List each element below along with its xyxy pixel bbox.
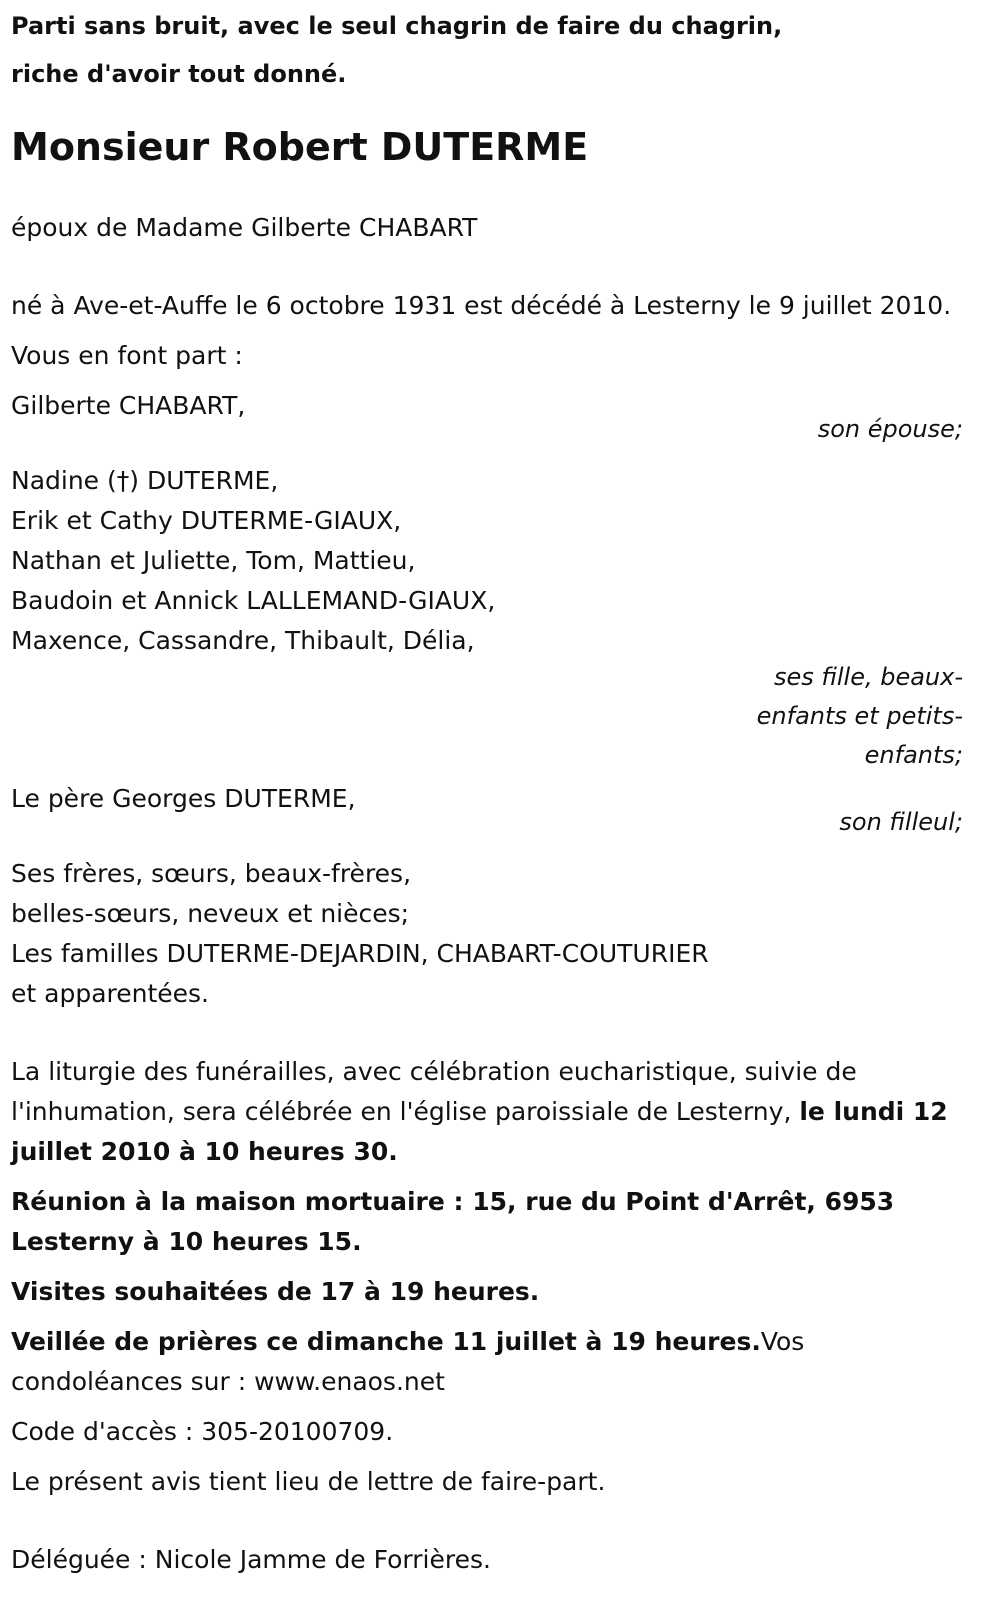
access-code: Code d'accès : 305-20100709. bbox=[11, 1417, 394, 1446]
family-group bbox=[11, 386, 963, 449]
spouse-line: époux de Madame Gilberte CHABART bbox=[11, 213, 478, 242]
epigraph bbox=[11, 2, 963, 98]
condolences-text: Vos condoléances sur : www.enaos.net bbox=[11, 1327, 805, 1396]
delegate-line: Déléguée : Nicole Jamme de Forrières. bbox=[11, 1545, 491, 1574]
birth-death-line: né à Ave-et-Auffe le 6 octobre 1931 est décédé à Lesterny le 9 juillet 2010. bbox=[11, 291, 952, 320]
family-group bbox=[11, 461, 963, 775]
announce-intro: Vous en font part : bbox=[11, 341, 243, 370]
vigil-paragraph bbox=[11, 1322, 963, 1402]
liturgy-paragraph bbox=[11, 1052, 963, 1172]
reunion-paragraph: Réunion à la maison mortuaire : 15, rue du Point d'Arrêt, 6953 Lesterny à 10 heures 15. bbox=[11, 1187, 895, 1256]
liturgy-date: le lundi 12 juillet 2010 à 10 heures 30. bbox=[11, 1097, 948, 1166]
family-group bbox=[11, 779, 963, 842]
family-role-line: enfants et petits- bbox=[756, 702, 963, 730]
family-name-line: Gilberte CHABART, bbox=[11, 391, 246, 420]
family-name-line: Ses frères, sœurs, beaux-frères, bbox=[11, 859, 412, 888]
liturgy-text: La liturgie des funérailles, avec célébration eucharistique, suivie de l'inhumation, sera célébrée en l'église paroissiale de Lesterny, bbox=[11, 1057, 857, 1126]
family-name-line: belles-sœurs, neveux et nièces; bbox=[11, 899, 410, 928]
notice-line: Le présent avis tient lieu de lettre de faire-part. bbox=[11, 1467, 606, 1496]
family-name-line: Les familles DUTERME-DEJARDIN, CHABART-COUTURIER bbox=[11, 939, 709, 968]
family-name-line: et apparentées. bbox=[11, 979, 209, 1008]
family-name-line: Maxence, Cassandre, Thibault, Délia, bbox=[11, 626, 475, 655]
epigraph-line: riche d'avoir tout donné. bbox=[11, 60, 347, 88]
family-group bbox=[11, 854, 963, 1014]
family-name-line: Nadine (†) DUTERME, bbox=[11, 466, 279, 495]
family-role-line: enfants; bbox=[864, 741, 963, 769]
vigil-text: Veillée de prières ce dimanche 11 juillet à 19 heures. bbox=[11, 1327, 761, 1356]
obituary-page bbox=[0, 2, 1000, 1616]
family-role: son épouse; bbox=[817, 415, 963, 443]
family-role-line: ses fille, beaux- bbox=[773, 663, 963, 691]
visits-paragraph: Visites souhaitées de 17 à 19 heures. bbox=[11, 1277, 540, 1306]
family-name-line: Nathan et Juliette, Tom, Mattieu, bbox=[11, 546, 416, 575]
family-name-line: Le père Georges DUTERME, bbox=[11, 784, 356, 813]
deceased-name: Monsieur Robert DUTERME bbox=[11, 125, 589, 169]
family-role: son filleul; bbox=[839, 808, 963, 836]
family-name-line: Baudoin et Annick LALLEMAND-GIAUX, bbox=[11, 586, 496, 615]
family-name-line: Erik et Cathy DUTERME-GIAUX, bbox=[11, 506, 402, 535]
epigraph-line: Parti sans bruit, avec le seul chagrin de faire du chagrin, bbox=[11, 12, 783, 40]
